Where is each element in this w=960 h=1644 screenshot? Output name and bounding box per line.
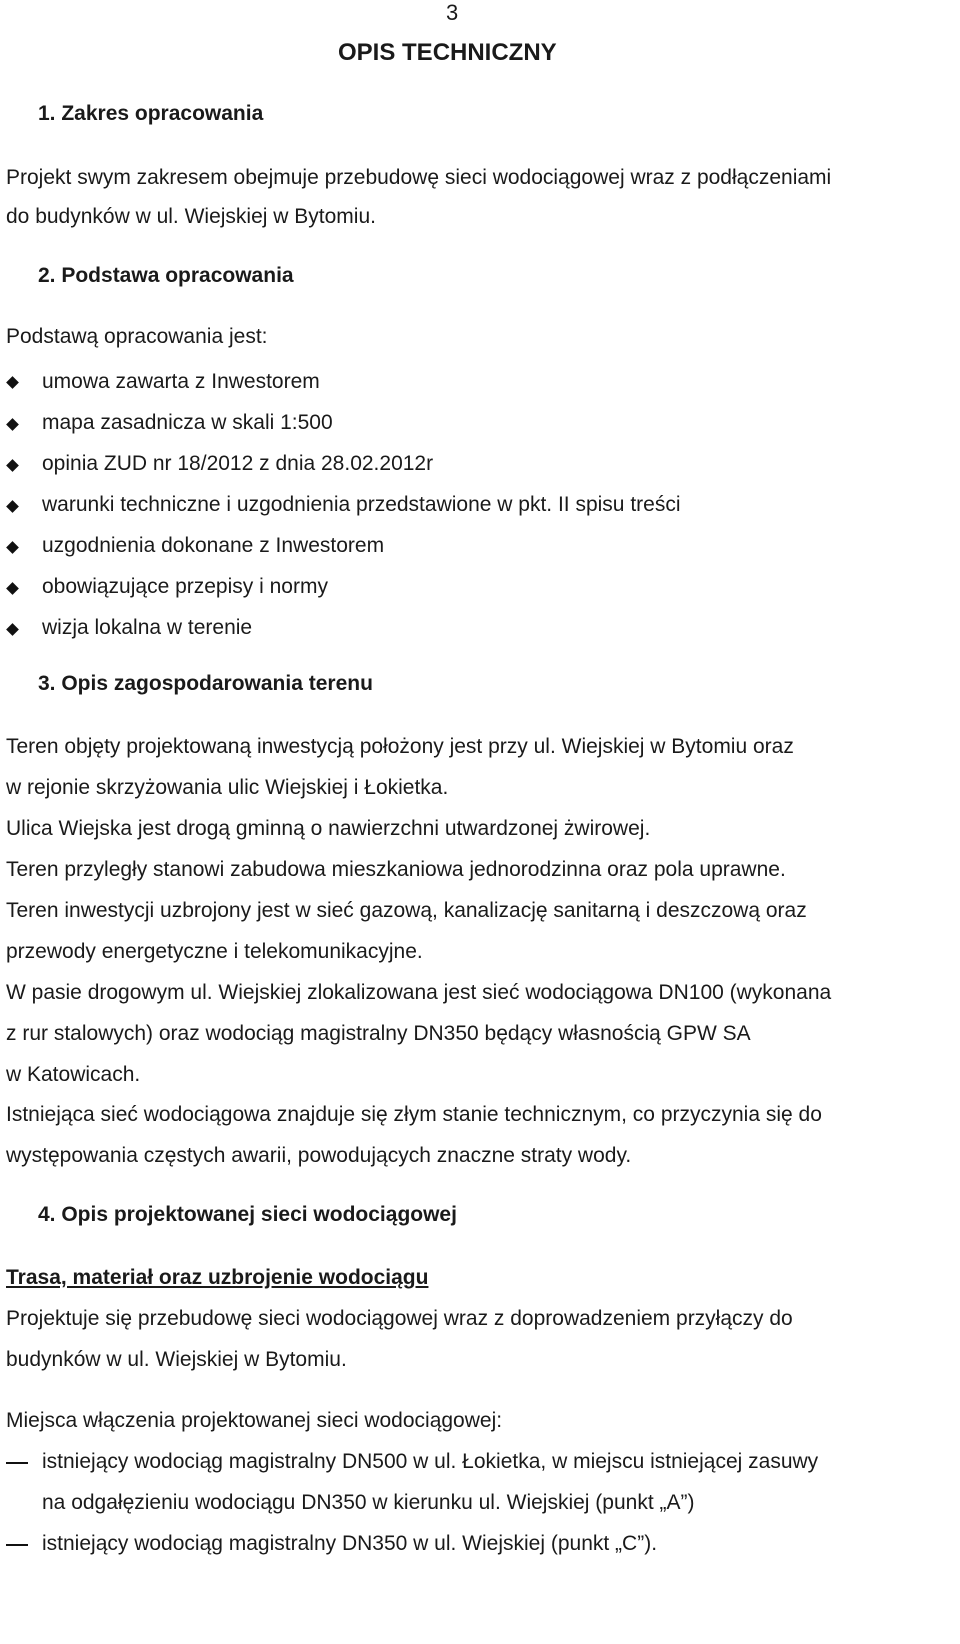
section-4-text-line: budynków w ul. Wiejskiej w Bytomiu. [6,1348,347,1371]
section-4-heading: 4. Opis projektowanej sieci wodociągowej [38,1203,457,1226]
list-item: wizja lokalna w terenie [42,616,253,639]
list-item: istniejący wodociąg magistralny DN350 w ul. Wiejskiej (punkt „C”). [42,1532,658,1555]
section-3-heading: 3. Opis zagospodarowania terenu [38,672,373,695]
section-3-text-line: Ulica Wiejska jest drogą gminną o nawierzchni utwardzonej żwirowej. [6,817,651,840]
section-3-text-line: Istniejąca sieć wodociągowa znajduje się złym stanie technicznym, co przyczynia się do [6,1103,822,1126]
bullet-diamond-icon [6,376,19,389]
section-3-text-line: przewody energetyczne i telekomunikacyjne. [6,940,423,963]
list-item: istniejący wodociąg magistralny DN500 w ul. Łokietka, w miejscu istniejącej zasuwy [42,1450,819,1473]
section-3-text-line: Teren inwestycji uzbrojony jest w sieć gazową, kanalizację sanitarną i deszczową oraz [6,899,807,922]
section-1-heading: 1. Zakres opracowania [38,102,264,125]
bullet-diamond-icon [6,623,19,636]
list-item: mapa zasadnicza w skali 1:500 [42,411,333,434]
list-item: umowa zawarta z Inwestorem [42,370,320,393]
bullet-dash-icon [6,1462,28,1464]
section-4-subheading: Trasa, materiał oraz uzbrojenie wodociągu [6,1266,429,1289]
document-title: OPIS TECHNICZNY [338,39,557,66]
page-number: 3 [446,0,459,25]
section-2-heading: 2. Podstawa opracowania [38,264,294,287]
section-3-text-line: występowania częstych awarii, powodujących znaczne straty wody. [6,1144,632,1167]
section-4-text-line: Miejsca włączenia projektowanej sieci wodociągowej: [6,1409,503,1432]
bullet-diamond-icon [6,418,19,431]
bullet-diamond-icon [6,582,19,595]
section-3-text-line: W pasie drogowym ul. Wiejskiej zlokalizowana jest sieć wodociągowa DN100 (wykonana [6,981,832,1004]
list-item: warunki techniczne i uzgodnienia przedstawione w pkt. II spisu treści [42,493,681,516]
bullet-diamond-icon [6,541,19,554]
section-3-text-line: z rur stalowych) oraz wodociąg magistralny DN350 będący własnością GPW SA [6,1022,751,1045]
section-3-text-line: Teren objęty projektowaną inwestycją położony jest przy ul. Wiejskiej w Bytomiu oraz [6,735,794,758]
list-item: obowiązujące przepisy i normy [42,575,328,598]
list-item: na odgałęzieniu wodociągu DN350 w kierunku ul. Wiejskiej (punkt „A”) [42,1491,695,1514]
section-4-text-line: Projektuje się przebudowę sieci wodociągowej wraz z doprowadzeniem przyłączy do [6,1307,793,1330]
list-item: uzgodnienia dokonane z Inwestorem [42,534,385,557]
bullet-dash-icon [6,1544,28,1546]
section-2-intro: Podstawą opracowania jest: [6,325,268,348]
section-3-text-line: w rejonie skrzyżowania ulic Wiejskiej i Łokietka. [6,776,449,799]
section-1-text-line: do budynków w ul. Wiejskiej w Bytomiu. [6,205,376,228]
bullet-diamond-icon [6,459,19,472]
section-3-text-line: w Katowicach. [6,1063,141,1086]
bullet-diamond-icon [6,500,19,513]
list-item: opinia ZUD nr 18/2012 z dnia 28.02.2012r [42,452,434,475]
section-1-text-line: Projekt swym zakresem obejmuje przebudowę sieci wodociągowej wraz z podłączeniami [6,166,832,189]
section-3-text-line: Teren przyległy stanowi zabudowa mieszkaniowa jednorodzinna oraz pola uprawne. [6,858,786,881]
